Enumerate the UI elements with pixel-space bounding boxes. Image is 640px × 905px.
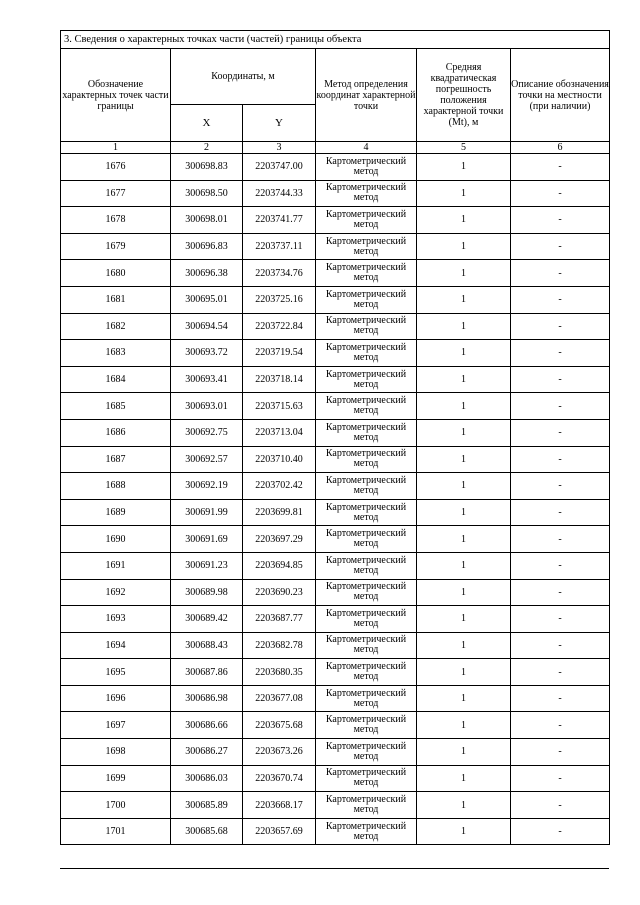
point-number-cell: 1699 [61, 765, 171, 792]
error-cell: 1 [417, 632, 511, 659]
column-number: 6 [511, 142, 610, 154]
x-coordinate-cell: 300692.57 [171, 446, 243, 473]
method-cell [316, 180, 417, 207]
y-coordinate-cell: 2203690.23 [243, 579, 316, 606]
method-text-line-2: метод [353, 591, 379, 603]
method-text-line-2: метод [353, 804, 379, 816]
method-text-line-2: метод [353, 511, 379, 523]
y-coordinate-cell: 2203670.74 [243, 765, 316, 792]
method-cell [316, 393, 417, 420]
y-coordinate-cell: 2203734.76 [243, 260, 316, 287]
description-cell: - [511, 765, 610, 792]
point-number-cell: 1680 [61, 260, 171, 287]
method-text-line-2: метод [353, 325, 379, 337]
table-row [61, 340, 610, 367]
method-cell [316, 473, 417, 500]
method-text-line-1: Картометрический [325, 341, 407, 353]
header-coordinates: Координаты, м [171, 49, 316, 105]
y-coordinate-cell: 2203744.33 [243, 180, 316, 207]
description-cell: - [511, 260, 610, 287]
method-text-line-2: метод [353, 351, 379, 363]
description-cell: - [511, 207, 610, 234]
y-coordinate-cell: 2203699.81 [243, 499, 316, 526]
description-cell: - [511, 579, 610, 606]
column-number: 3 [243, 142, 316, 154]
method-cell [316, 765, 417, 792]
point-number-cell: 1684 [61, 366, 171, 393]
point-number-cell: 1687 [61, 446, 171, 473]
table-row [61, 552, 610, 579]
header-x: X [171, 105, 243, 142]
y-coordinate-cell: 2203725.16 [243, 286, 316, 313]
point-number-cell: 1691 [61, 552, 171, 579]
table-row [61, 739, 610, 766]
method-text-line-1: Картометрический [325, 581, 407, 593]
table-row [61, 579, 610, 606]
error-cell: 1 [417, 552, 511, 579]
method-text-line-1: Картометрический [325, 474, 407, 486]
header-description: Описание обозначения точки на местности (при наличии) [511, 49, 610, 142]
table-row [61, 792, 610, 819]
point-number-cell: 1701 [61, 818, 171, 845]
y-coordinate-cell: 2203741.77 [243, 207, 316, 234]
method-text-line-1: Картометрический [325, 288, 407, 300]
table-row [61, 818, 610, 845]
error-cell: 1 [417, 233, 511, 260]
error-cell: 1 [417, 579, 511, 606]
error-cell: 1 [417, 526, 511, 553]
description-cell: - [511, 526, 610, 553]
x-coordinate-cell: 300686.66 [171, 712, 243, 739]
table-row [61, 393, 610, 420]
point-number-cell: 1681 [61, 286, 171, 313]
method-cell [316, 286, 417, 313]
column-number: 1 [61, 142, 171, 154]
point-number-cell: 1685 [61, 393, 171, 420]
point-number-cell: 1690 [61, 526, 171, 553]
method-text-line-1: Картометрический [325, 740, 407, 752]
method-cell [316, 685, 417, 712]
method-cell [316, 313, 417, 340]
x-coordinate-cell: 300691.99 [171, 499, 243, 526]
method-text-line-1: Картометрический [325, 395, 407, 407]
y-coordinate-cell: 2203673.26 [243, 739, 316, 766]
point-number-cell: 1688 [61, 473, 171, 500]
point-number-cell: 1696 [61, 685, 171, 712]
column-number: 5 [417, 142, 511, 154]
point-number-cell: 1682 [61, 313, 171, 340]
point-number-cell: 1697 [61, 712, 171, 739]
error-cell: 1 [417, 207, 511, 234]
method-cell [316, 526, 417, 553]
description-cell: - [511, 499, 610, 526]
boundary-points-table [60, 30, 610, 845]
method-text-line-2: метод [353, 830, 379, 842]
header-error: Средняя квадратическая погрешность положения характерной точки (Mt), м [417, 49, 511, 142]
method-cell [316, 154, 417, 181]
point-number-cell: 1678 [61, 207, 171, 234]
method-text-line-2: метод [353, 564, 379, 576]
x-coordinate-cell: 300686.03 [171, 765, 243, 792]
x-coordinate-cell: 300688.43 [171, 632, 243, 659]
point-number-cell: 1676 [61, 154, 171, 181]
error-cell: 1 [417, 499, 511, 526]
method-text-line-2: метод [353, 218, 379, 230]
table-row [61, 606, 610, 633]
error-cell: 1 [417, 473, 511, 500]
method-cell [316, 579, 417, 606]
x-coordinate-cell: 300698.83 [171, 154, 243, 181]
y-coordinate-cell: 2203722.84 [243, 313, 316, 340]
method-cell [316, 739, 417, 766]
x-coordinate-cell: 300686.27 [171, 739, 243, 766]
table-row [61, 659, 610, 686]
table-row [61, 419, 610, 446]
table-row [61, 207, 610, 234]
description-cell: - [511, 739, 610, 766]
method-text-line-1: Картометрический [325, 794, 407, 806]
x-coordinate-cell: 300686.98 [171, 685, 243, 712]
method-cell [316, 207, 417, 234]
method-text-line-1: Картометрический [325, 262, 407, 274]
method-text-line-2: метод [353, 272, 379, 284]
column-number-row [61, 142, 610, 154]
y-coordinate-cell: 2203687.77 [243, 606, 316, 633]
x-coordinate-cell: 300695.01 [171, 286, 243, 313]
header-designation: Обозначение характерных точек части границы [61, 49, 171, 142]
error-cell: 1 [417, 260, 511, 287]
point-number-cell: 1695 [61, 659, 171, 686]
x-coordinate-cell: 300696.38 [171, 260, 243, 287]
error-cell: 1 [417, 818, 511, 845]
method-text-line-2: метод [353, 378, 379, 390]
method-text-line-1: Картометрический [325, 208, 407, 220]
x-coordinate-cell: 300685.68 [171, 818, 243, 845]
method-text-line-2: метод [353, 724, 379, 736]
method-text-line-1: Картометрический [325, 634, 407, 646]
description-cell: - [511, 818, 610, 845]
point-number-cell: 1693 [61, 606, 171, 633]
description-cell: - [511, 792, 610, 819]
error-cell: 1 [417, 393, 511, 420]
y-coordinate-cell: 2203697.29 [243, 526, 316, 553]
description-cell: - [511, 340, 610, 367]
error-cell: 1 [417, 286, 511, 313]
method-text-line-2: метод [353, 777, 379, 789]
method-text-line-1: Картометрический [325, 501, 407, 513]
x-coordinate-cell: 300698.50 [171, 180, 243, 207]
table-row [61, 765, 610, 792]
method-text-line-1: Картометрический [325, 554, 407, 566]
x-coordinate-cell: 300687.86 [171, 659, 243, 686]
method-text-line-1: Картометрический [325, 421, 407, 433]
point-number-cell: 1686 [61, 419, 171, 446]
x-coordinate-cell: 300691.23 [171, 552, 243, 579]
method-cell [316, 818, 417, 845]
method-text-line-1: Картометрический [325, 714, 407, 726]
x-coordinate-cell: 300689.98 [171, 579, 243, 606]
y-coordinate-cell: 2203718.14 [243, 366, 316, 393]
y-coordinate-cell: 2203680.35 [243, 659, 316, 686]
method-text-line-1: Картометрический [325, 528, 407, 540]
y-coordinate-cell: 2203675.68 [243, 712, 316, 739]
table-row [61, 233, 610, 260]
footer-divider [60, 868, 609, 869]
error-cell: 1 [417, 366, 511, 393]
x-coordinate-cell: 300692.19 [171, 473, 243, 500]
y-coordinate-cell: 2203713.04 [243, 419, 316, 446]
table-row [61, 154, 610, 181]
x-coordinate-cell: 300693.41 [171, 366, 243, 393]
error-cell: 1 [417, 739, 511, 766]
y-coordinate-cell: 2203737.11 [243, 233, 316, 260]
description-cell: - [511, 233, 610, 260]
table-row [61, 526, 610, 553]
y-coordinate-cell: 2203702.42 [243, 473, 316, 500]
x-coordinate-cell: 300685.89 [171, 792, 243, 819]
description-cell: - [511, 180, 610, 207]
table-row [61, 473, 610, 500]
method-text-line-1: Картометрический [325, 607, 407, 619]
error-cell: 1 [417, 154, 511, 181]
method-text-line-1: Картометрический [325, 182, 407, 194]
description-cell: - [511, 446, 610, 473]
method-text-line-2: метод [353, 245, 379, 257]
table-row [61, 180, 610, 207]
y-coordinate-cell: 2203719.54 [243, 340, 316, 367]
method-text-line-2: метод [353, 431, 379, 443]
y-coordinate-cell: 2203694.85 [243, 552, 316, 579]
y-coordinate-cell: 2203710.40 [243, 446, 316, 473]
error-cell: 1 [417, 419, 511, 446]
description-cell: - [511, 286, 610, 313]
point-number-cell: 1689 [61, 499, 171, 526]
error-cell: 1 [417, 180, 511, 207]
section-caption: 3. Сведения о характерных точках части (частей) границы объекта [61, 31, 610, 49]
error-cell: 1 [417, 765, 511, 792]
method-cell [316, 499, 417, 526]
x-coordinate-cell: 300693.72 [171, 340, 243, 367]
description-cell: - [511, 712, 610, 739]
point-number-cell: 1683 [61, 340, 171, 367]
method-cell [316, 792, 417, 819]
method-text-line-2: метод [353, 484, 379, 496]
y-coordinate-cell: 2203657.69 [243, 818, 316, 845]
method-text-line-2: метод [353, 617, 379, 629]
x-coordinate-cell: 300689.42 [171, 606, 243, 633]
method-text-line-2: метод [353, 644, 379, 656]
y-coordinate-cell: 2203715.63 [243, 393, 316, 420]
description-cell: - [511, 313, 610, 340]
error-cell: 1 [417, 712, 511, 739]
column-number: 2 [171, 142, 243, 154]
method-text-line-1: Картометрический [325, 235, 407, 247]
method-cell [316, 552, 417, 579]
error-cell: 1 [417, 446, 511, 473]
method-cell [316, 340, 417, 367]
description-cell: - [511, 632, 610, 659]
table-row [61, 260, 610, 287]
method-text-line-1: Картометрический [325, 767, 407, 779]
method-text-line-1: Картометрический [325, 448, 407, 460]
method-cell [316, 260, 417, 287]
y-coordinate-cell: 2203747.00 [243, 154, 316, 181]
table-row [61, 366, 610, 393]
method-text-line-2: метод [353, 750, 379, 762]
description-cell: - [511, 419, 610, 446]
method-text-line-2: метод [353, 298, 379, 310]
table-row [61, 712, 610, 739]
description-cell: - [511, 366, 610, 393]
table-row [61, 286, 610, 313]
method-cell [316, 712, 417, 739]
method-cell [316, 632, 417, 659]
y-coordinate-cell: 2203682.78 [243, 632, 316, 659]
header-method: Метод определения координат характерной точки [316, 49, 417, 142]
description-cell: - [511, 473, 610, 500]
header-y: Y [243, 105, 316, 142]
method-text-line-1: Картометрический [325, 820, 407, 832]
x-coordinate-cell: 300692.75 [171, 419, 243, 446]
point-number-cell: 1692 [61, 579, 171, 606]
method-text-line-2: метод [353, 671, 379, 683]
description-cell: - [511, 685, 610, 712]
method-cell [316, 659, 417, 686]
error-cell: 1 [417, 685, 511, 712]
table-row [61, 446, 610, 473]
method-cell [316, 446, 417, 473]
method-cell [316, 419, 417, 446]
point-number-cell: 1694 [61, 632, 171, 659]
method-text-line-2: метод [353, 192, 379, 204]
description-cell: - [511, 606, 610, 633]
y-coordinate-cell: 2203668.17 [243, 792, 316, 819]
method-text-line-2: метод [353, 458, 379, 470]
description-cell: - [511, 154, 610, 181]
description-cell: - [511, 552, 610, 579]
method-text-line-1: Картометрический [325, 687, 407, 699]
method-text-line-2: метод [353, 165, 379, 177]
table-body [61, 154, 610, 845]
point-number-cell: 1677 [61, 180, 171, 207]
error-cell: 1 [417, 792, 511, 819]
method-cell [316, 233, 417, 260]
method-text-line-1: Картометрический [325, 155, 407, 167]
x-coordinate-cell: 300698.01 [171, 207, 243, 234]
point-number-cell: 1679 [61, 233, 171, 260]
method-text-line-1: Картометрический [325, 368, 407, 380]
error-cell: 1 [417, 313, 511, 340]
table-row [61, 313, 610, 340]
method-text-line-1: Картометрический [325, 661, 407, 673]
method-text-line-2: метод [353, 697, 379, 709]
x-coordinate-cell: 300693.01 [171, 393, 243, 420]
description-cell: - [511, 393, 610, 420]
column-number: 4 [316, 142, 417, 154]
point-number-cell: 1698 [61, 739, 171, 766]
table-row [61, 685, 610, 712]
method-text-line-2: метод [353, 405, 379, 417]
error-cell: 1 [417, 659, 511, 686]
x-coordinate-cell: 300691.69 [171, 526, 243, 553]
error-cell: 1 [417, 606, 511, 633]
x-coordinate-cell: 300694.54 [171, 313, 243, 340]
description-cell: - [511, 659, 610, 686]
table-row [61, 499, 610, 526]
method-text-line-2: метод [353, 538, 379, 550]
method-cell [316, 606, 417, 633]
y-coordinate-cell: 2203677.08 [243, 685, 316, 712]
table-row [61, 632, 610, 659]
x-coordinate-cell: 300696.83 [171, 233, 243, 260]
method-text-line-1: Картометрический [325, 315, 407, 327]
point-number-cell: 1700 [61, 792, 171, 819]
method-cell [316, 366, 417, 393]
error-cell: 1 [417, 340, 511, 367]
